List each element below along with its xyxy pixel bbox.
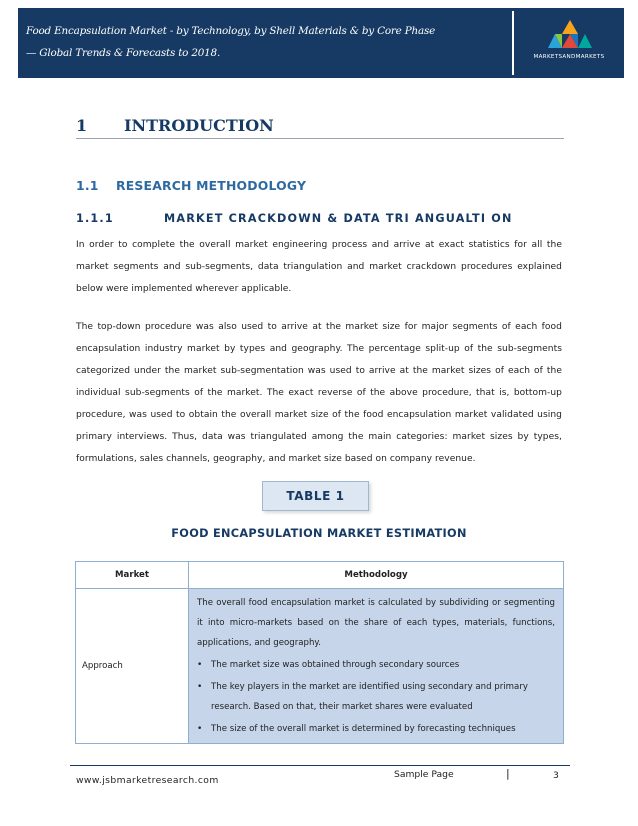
table-header-methodology: Methodology [189,562,564,589]
subsection-title: RESEARCH METHODOLOGY [116,178,307,193]
logo-triangles-icon [548,18,592,50]
table-row [76,589,564,744]
bullet-item: • The key players in the market are identified using secondary and primary research. Based on that, their market shares were evaluated [197,677,555,717]
heading-rule [76,138,564,139]
table-header-market: Market [76,562,189,589]
subsubsection-number: 1.1.1 [76,212,114,225]
logo-triangle [562,20,578,34]
document-header [18,8,624,78]
section-title: INTRODUCTION [124,116,274,135]
footer-separator: | [506,767,510,780]
section-number: 1 [76,116,88,135]
table-header-row [76,562,564,589]
header-title [26,20,506,64]
methodology-bullets [197,655,555,739]
row-label-approach: Approach [76,589,189,744]
header-divider [512,11,514,75]
paragraph-1: In order to complete the overall market engineering process and arrive at exact statistics for all the market segments and sub-segments, data triangulation and market crackdown procedures explained below were implemented wherever applicable. [76,240,562,294]
bullet-item: • The size of the overall market is determined by forecasting techniques [197,719,555,739]
logo-text: MARKETSANDMARKETS [533,54,605,60]
bullet-item: • The market size was obtained through secondary sources [197,655,555,675]
section-heading-1-1-1 [76,212,513,225]
page-number: 3 [553,770,559,781]
footer-url[interactable]: www.jsbmarketresearch.com [76,775,219,786]
subsubsection-title: MARKET CRACKDOWN & DATA TRI ANGUALTI ON [164,212,513,225]
table-caption: FOOD ENCAPSULATION MARKET ESTIMATION [171,527,467,540]
company-logo [518,14,620,72]
footer-sample-label: Sample Page [394,769,454,780]
header-title-line1: Food Encapsulation Market - by Technology, by Shell Materials & by Core Phase [26,25,436,37]
footer-rule [70,765,570,766]
estimation-table [75,561,564,744]
methodology-cell [189,589,564,744]
subsection-number: 1.1 [76,178,99,193]
header-title-line2: — Global Trends & Forecasts to 2018. [26,47,221,59]
methodology-intro: The overall food encapsulation market is calculated by subdividing or segmenting it into micro-markets based on the share of each types, materials, functions, applications, and geography. [197,598,555,648]
section-heading-1-1 [76,178,306,193]
section-heading-1 [76,116,274,135]
logo-triangle [578,34,592,48]
paragraph-2: The top-down procedure was also used to arrive at the market size for major segments of each food encapsulation industry market by types and geography. The percentage split-up of the sub-segments categorized under the market sub-segmentation was used to arrive at the market sizes of each of the individual sub-segments of the market. The exact reverse of the above procedure, that is, bottom-up procedure, was used to obtain the overall market size of the food encapsulation market validated using primary interviews. Thus, data was triangulated among the main categories: market sizes by types, formulations, sales channels, geography, and market size based on company revenue. [76,322,562,464]
table-badge: TABLE 1 [262,481,369,511]
